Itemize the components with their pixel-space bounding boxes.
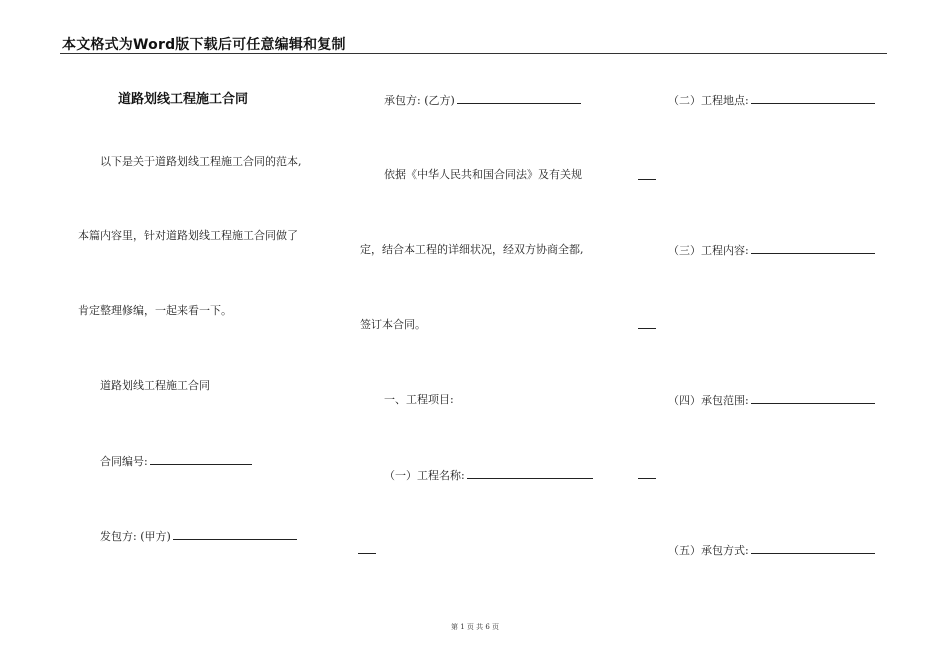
item-project-location	[668, 93, 875, 108]
project-content-blank	[751, 243, 875, 254]
page-footer: 第 1 页 共 6 页	[450, 623, 500, 631]
item-contract-scope-text: （四）承包范围:	[668, 394, 749, 407]
paragraph-intro-3: 肯定整理修编，一起来看一下。	[78, 304, 232, 317]
header-banner: 本文格式为Word版下载后可任意编辑和复制	[62, 37, 346, 53]
continuation-blank-3	[638, 328, 656, 329]
party-a-blank	[173, 529, 297, 540]
section-project-heading: 一、工程项目:	[384, 393, 454, 406]
continuation-blank-2	[638, 179, 656, 180]
party-b-label	[384, 93, 581, 108]
paragraph-basis-2: 定，结合本工程的详细状况，经双方协商全都,	[360, 243, 584, 256]
item-contract-method-text: （五）承包方式:	[668, 544, 749, 557]
party-b-text: 承包方: (乙方)	[384, 94, 455, 107]
document-title: 道路划线工程施工合同	[118, 92, 249, 107]
party-a-text: 发包方: (甲方)	[100, 530, 171, 543]
paragraph-intro-1: 以下是关于道路划线工程施工合同的范本,	[100, 155, 302, 168]
contract-number-label	[100, 454, 252, 469]
item-contract-method	[668, 543, 875, 558]
project-location-blank	[751, 93, 875, 104]
party-a-label	[100, 529, 297, 544]
paragraph-basis-3: 签订本合同。	[360, 318, 426, 331]
item-project-name	[384, 468, 593, 483]
contract-method-blank	[751, 543, 875, 554]
item-project-location-text: （二）工程地点:	[668, 94, 749, 107]
contract-subtitle: 道路划线工程施工合同	[100, 379, 210, 392]
contract-number-blank	[150, 454, 252, 465]
contract-scope-blank	[751, 393, 875, 404]
item-project-name-text: （一）工程名称:	[384, 469, 465, 482]
continuation-blank-1	[358, 553, 376, 554]
paragraph-intro-2: 本篇内容里，针对道路划线工程施工合同做了	[78, 229, 298, 242]
item-project-content-text: （三）工程内容:	[668, 244, 749, 257]
contract-number-text: 合同编号:	[100, 455, 148, 468]
project-name-blank	[467, 468, 593, 479]
party-b-blank	[457, 93, 581, 104]
paragraph-basis-1: 依据《中华人民共和国合同法》及有关规	[384, 168, 582, 181]
continuation-blank-4	[638, 478, 656, 479]
item-contract-scope	[668, 393, 875, 408]
item-project-content	[668, 243, 875, 258]
header-divider	[60, 53, 887, 54]
